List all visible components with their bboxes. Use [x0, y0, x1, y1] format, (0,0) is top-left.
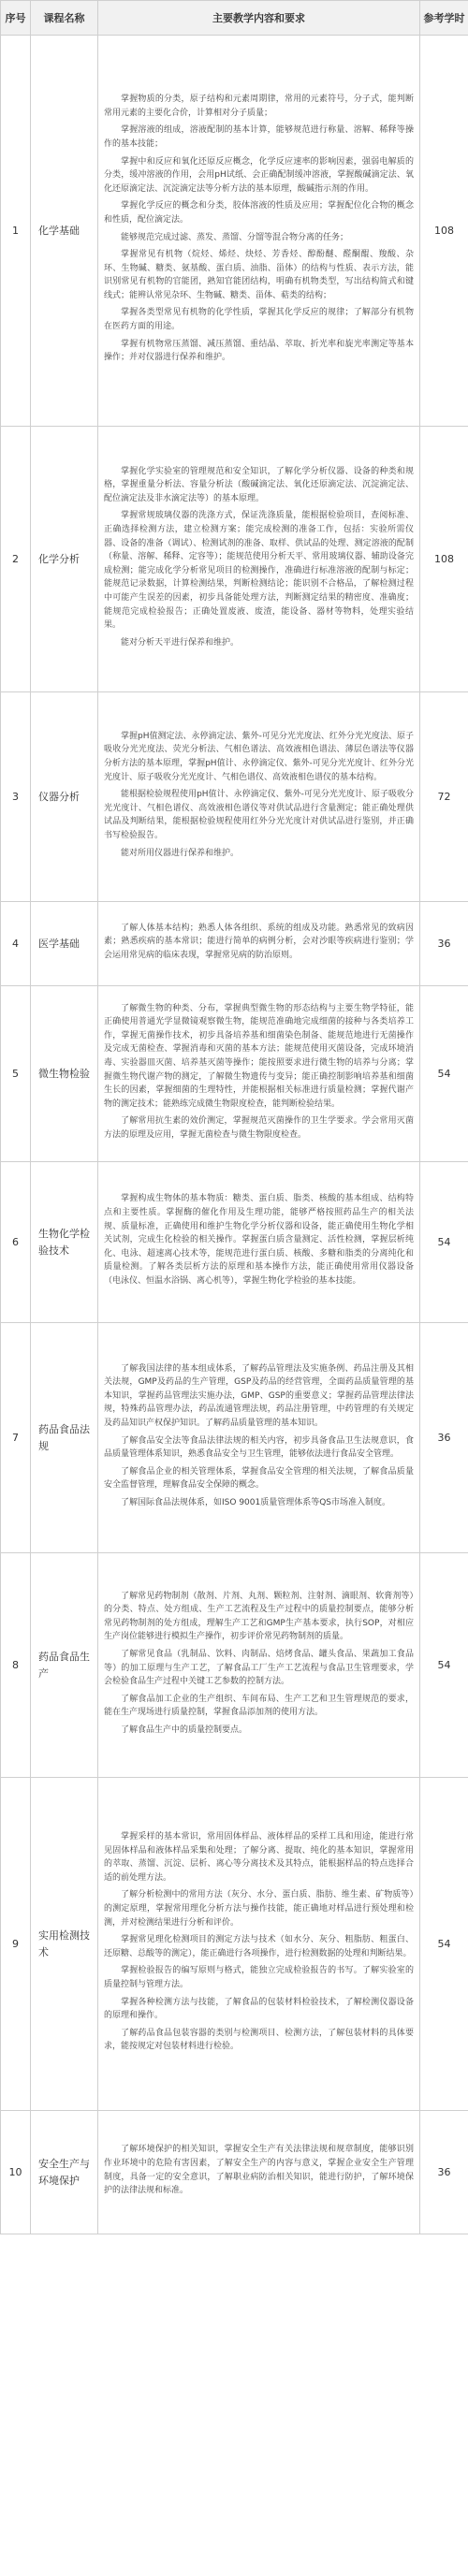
table-row	[1, 1323, 468, 1553]
course-hours: 36	[420, 902, 468, 986]
table-row	[1, 1778, 468, 2111]
content-paragraph: 掌握各类型常见有机物的化学性质，掌握其化学反应的规律；了解部分有机物在医药方面的用途。	[104, 308, 414, 332]
row-number: 10	[1, 2111, 31, 2234]
course-hours: 108	[420, 36, 468, 427]
course-content	[98, 692, 420, 902]
table-row	[1, 1553, 468, 1778]
course-name: 化学分析	[31, 427, 98, 692]
row-number: 6	[1, 1162, 31, 1323]
content-paragraph: 能根据检验规程使用pH值计、永停滴定仪、紫外-可见分光光度计、原子吸收分光光度计、气相色谱仪、高效液相色谱仪等对供试品进行含量测定；能正确处理供试品及判断结果，能根据检验规程使用红外分光光度计对供试品进行鉴别，并正确书写检验报告。	[104, 790, 414, 840]
course-hours: 54	[420, 1553, 468, 1778]
content-paragraph: 掌握有机物常压蒸馏、减压蒸馏、重结晶、萃取、折光率和旋光率测定等基本操作；并对仪器进行保养和维护。	[104, 339, 414, 363]
course-name: 安全生产与环境保护	[31, 2111, 98, 2234]
course-hours: 36	[420, 2111, 468, 2234]
row-number: 1	[1, 36, 31, 427]
course-name: 微生物检验	[31, 986, 98, 1162]
table-body	[1, 36, 468, 2234]
course-hours: 54	[420, 986, 468, 1162]
row-number: 7	[1, 1323, 31, 1553]
content-paragraph: 了解人体基本结构；熟悉人体各组织、系统的组成及功能。熟悉常见的致病因素；熟悉疾病的基本常识；能进行简单的病例分析，会对沙眼等疾病进行鉴别；学会运用常见病的临床表现，掌握常见病的防治原则。	[104, 923, 414, 960]
table-row	[1, 1162, 468, 1323]
course-name: 生物化学检验技术	[31, 1162, 98, 1323]
content-paragraph: 了解常见食品（乳制品、饮料、肉制品、焙烤食品、罐头食品、果蔬加工食品等）的加工原理与生产工艺，了解食品工厂生产工艺流程与食品卫生管理要求，学会检验食品生产过程中关键工艺参数的控制方法。	[104, 1649, 414, 1687]
header-course-name: 课程名称	[31, 1, 98, 36]
content-paragraph: 了解食品加工企业的生产组织、车间布局、生产工艺和卫生管理规范的要求，能在生产现场进行质量控制，掌握食品添加剂的使用方法。	[104, 1694, 414, 1718]
content-paragraph: 掌握pH值测定法、永停滴定法、紫外-可见分光光度法、红外分光光度法、原子吸收分光光度法、荧光分析法、气相色谱法、高效液相色谱法、薄层色谱法等仪器分析方法的基本原理，掌握pH值计、永停滴定仪、紫外-可见分光光度计、红外分光光度计、原子吸收分光光度计、气相色谱仪、高效液相色谱仪的基本结构。	[104, 731, 414, 782]
content-paragraph: 能够规范完成过滤、蒸发、蒸馏、分馏等混合物分离的任务；	[121, 232, 349, 242]
course-hours: 54	[420, 1778, 468, 2111]
content-paragraph: 掌握采样的基本常识，常用固体样品、液体样品的采样工具和用途，能进行常见固体样品和液体样品采集和处理；了解分离、提取、纯化的基本知识，掌握常用的萃取、蒸馏、沉淀、层析、离心等分离技术及其特点，能根据样品的特点选择合适的前处理方法。	[104, 1832, 414, 1883]
table-row	[1, 2111, 468, 2234]
row-number: 2	[1, 427, 31, 692]
content-paragraph: 掌握各种检测方法与技能，了解食品的包装材料检验技术，了解检测仪器设备的原理和操作。	[104, 1997, 414, 2021]
content-paragraph: 了解食品安全法等食品法律法规的相关内容，初步具备食品卫生法规意识，食品质量管理体系知识，熟悉食品安全与卫生管理，能够依法进行食品安全管理。	[104, 1435, 414, 1460]
row-number: 8	[1, 1553, 31, 1778]
content-paragraph: 了解我国法律的基本组成体系，了解药品管理法及实施条例、药品注册及其相关法规，GMP及药品的生产管理，GSP及药品的经营管理，全面药品质量管理的基本知识，掌握药品管理法实施办法，GMP、GSP的重要意义；掌握药品管理法律法规，特殊药品管理办法，药品流通管理法规，药品注册管理，中药管理的有关规定及药品知识产权保护知识。了解药品质量管理的基本知识。	[104, 1363, 414, 1428]
course-content	[98, 1162, 420, 1323]
course-content	[98, 1778, 420, 2111]
content-paragraph: 掌握化学反应的概念和分类，胶体溶液的性质及应用；掌握配位化合物的概念和性质，配位滴定法。	[104, 201, 414, 225]
table-row	[1, 427, 468, 692]
content-paragraph: 了解微生物的种类、分布，掌握典型微生物的形态结构与主要生物学特征，能正确使用普通光学显微镜观察微生物，能规范准确地完成细菌的接种与各类培养工作，掌握无菌操作技术，初步具备培养基和细菌染色制备、能规范地进行无菌操作及完成无菌检查、掌握消毒和灭菌的基本方法；能规范使用灭菌设备，完成环境消毒、实验器皿灭菌、培养基灭菌等操作；能按照要求进行微生物的培养与分离；掌握微生物代谢产物的测定，了解微生物遗传与变异；能正确控制影响培养基和细菌生长的因素，掌握细菌的生理特性，并能根据相关标准进行质量检测；掌握代谢产物的测定技术；能熟练完成微生物限度检查，能判断检验结果。	[104, 1003, 414, 1109]
course-content	[98, 902, 420, 986]
course-content	[98, 1323, 420, 1553]
row-number: 3	[1, 692, 31, 902]
content-paragraph: 掌握物质的分类，原子结构和元素周期律，常用的元素符号，分子式，能判断常用元素的主要化合价，计算相对分子质量；	[104, 95, 414, 118]
table-header-row	[1, 1, 468, 36]
table-row	[1, 986, 468, 1162]
content-paragraph: 了解环境保护的相关知识，掌握安全生产有关法律法规和规章制度，能够识别作业环境中的危险有害因素，了解安全生产的内容与意义，掌握企业安全生产管理制度，具备一定的安全意识，了解职业病防治相关知识，能进行防护，了解环境保护的法律法规和标准。	[104, 2145, 414, 2196]
course-content	[98, 36, 420, 427]
course-name: 化学基础	[31, 36, 98, 427]
content-paragraph: 了解药品食品包装容器的类别与检测项目、检测方法，了解包装材料的具体要求，能按规定对包装材料进行检验。	[104, 2028, 414, 2052]
content-paragraph: 了解分析检测中的常用方法（灰分、水分、蛋白质、脂肪、维生素、矿物质等）的测定原理，掌握常用理化分析方法与操作技能，能正确地对样品进行预处理和检测，并对检测结果进行分析和评价。	[104, 1890, 414, 1928]
row-number: 9	[1, 1778, 31, 2111]
table-row	[1, 692, 468, 902]
course-content	[98, 427, 420, 692]
course-name: 药品食品法规	[31, 1323, 98, 1553]
table-row	[1, 36, 468, 427]
course-name: 药品食品生产	[31, 1553, 98, 1778]
content-paragraph: 能对所用仪器进行保养和维护。	[121, 848, 240, 858]
course-hours: 36	[420, 1323, 468, 1553]
content-paragraph: 了解国际食品法规体系，如ISO 9001质量管理体系等QS市场准入制度。	[121, 1497, 391, 1507]
course-name: 仪器分析	[31, 692, 98, 902]
content-paragraph: 了解常用抗生素的效价测定，掌握规范灭菌操作的卫生学要求。学会常用灭菌方法的原理及应用，掌握无菌检查与微生物限度检查。	[104, 1116, 414, 1140]
content-paragraph: 掌握检验报告的编写原则与格式，能独立完成检验报告的书写。了解实验室的质量控制与管理方法。	[104, 1966, 414, 1989]
course-content	[98, 1553, 420, 1778]
table-row	[1, 902, 468, 986]
course-hours: 54	[420, 1162, 468, 1323]
course-name: 实用检测技术	[31, 1778, 98, 2111]
course-content	[98, 986, 420, 1162]
header-seq: 序号	[1, 1, 31, 36]
content-paragraph: 了解食品企业的相关管理体系，掌握食品安全管理的相关法规，了解食品质量安全监督管理，理解食品安全保障的概念。	[104, 1466, 414, 1491]
header-hours: 参考学时	[420, 1, 468, 36]
content-paragraph: 掌握中和反应和氧化还原反应概念，化学反应速率的影响因素，强弱电解质的分类，缓冲溶液的作用，会用pH试纸、会正确配制缓冲溶液，掌握酸碱滴定法、氧化还原滴定法、沉淀滴定法等分析方法的基本原理，酸碱指示剂的作用。	[104, 156, 414, 194]
content-paragraph: 掌握常见有机物（烷烃、烯烃、炔烃、芳香烃、醇酚醚、醛酮醌、羧酸、杂环、生物碱、糖类、氨基酸、蛋白质、油脂、甾体）的结构与性质、表示方法，能识别常见有机物的官能团，熟知官能团结构，明确有机物类型，写出结构简式和键线式；能辨认常见杂环、生物碱、糖类、甾体、萜类的结构；	[104, 250, 414, 300]
content-paragraph: 能对分析天平进行保养和维护。	[121, 637, 240, 648]
row-number: 5	[1, 986, 31, 1162]
content-paragraph: 掌握溶液的组成，溶液配制的基本计算，能够规范进行称量、溶解、稀释等操作的基本技能；	[104, 125, 414, 149]
content-paragraph: 掌握常见理化检测项目的测定方法与技术（如水分、灰分、粗脂肪、粗蛋白、还原糖、总酸等的测定），能正确进行各项操作，进行检测数据的处理和判断结果。	[104, 1935, 414, 1958]
content-paragraph: 了解食品生产中的质量控制要点。	[121, 1725, 248, 1735]
course-hours: 108	[420, 427, 468, 692]
course-hours: 72	[420, 692, 468, 902]
content-paragraph: 了解常见药物制剂（散剂、片剂、丸剂、颗粒剂、注射剂、滴眼剂、软膏剂等）的分类、特点、处方组成、生产工艺流程及生产过程中的质量控制要点，能够分析常见药物制剂的处方组成，理解生产工艺和GMP生产基本要求，执行SOP，对相应生产岗位能够进行模拟生产操作，初步评价常见药物制剂的质量。	[104, 1591, 414, 1642]
course-content	[98, 2111, 420, 2234]
content-paragraph: 掌握化学实验室的管理规范和安全知识，了解化学分析仪器、设备的种类和规格，掌握重量分析法、容量分析法（酸碱滴定法、氧化还原滴定法、沉淀滴定法、配位滴定法及非水滴定法等）的基本原理。	[104, 466, 414, 503]
row-number: 4	[1, 902, 31, 986]
content-paragraph: 掌握构成生物体的基本物质：糖类、蛋白质、脂类、核酸的基本组成、结构特点和主要性质。掌握酶的催化作用及生理功能，能够严格按照药品生产的相关法规、质量标准，正确使用和维护生物化学分析仪器和设备，能正确使用生物化学相关试剂，完成生化检验的相关操作。掌握蛋白质含量测定、活性检测，掌握层析纯化、电泳、超速离心技术等，能规范进行蛋白质、核酸、多糖和脂类的分离纯化和质量检测。了解各类层析方法的原理和基本操作方法，能正确使用常用仪器设备（电泳仪、恒温水浴锅、离心机等），掌握生物化学检验的基本技能。	[104, 1194, 414, 1286]
header-content: 主要教学内容和要求	[98, 1, 420, 36]
course-name: 医学基础	[31, 902, 98, 986]
content-paragraph: 掌握常规玻璃仪器的洗涤方式，保证洗涤质量，能根据检验项目，查阅标准、正确选择检测方法，建立检测方案；能完成检测的准备工作，包括：实验所需仪器、设备的准备（调试）、检测试剂的准备、取样、供试品的处理、测定溶液的配制（称量、溶解、稀释、定容等）；能规范使用分析天平、常用玻璃仪器、辅助设备完成检测；能完成化学分析常见项目的检测操作，准确进行标准溶液的配制与标定；能规范记录数据，计算检测结果，判断检测结论；能识别不合格品，了解检测过程中可能产生误差的因素，初步具备能处理方法，判断测定结果的精密度、准确度；能规范完成检验报告；正确处置废液、废渣，能设备、器材等物料，处理实验结果。	[104, 511, 414, 631]
